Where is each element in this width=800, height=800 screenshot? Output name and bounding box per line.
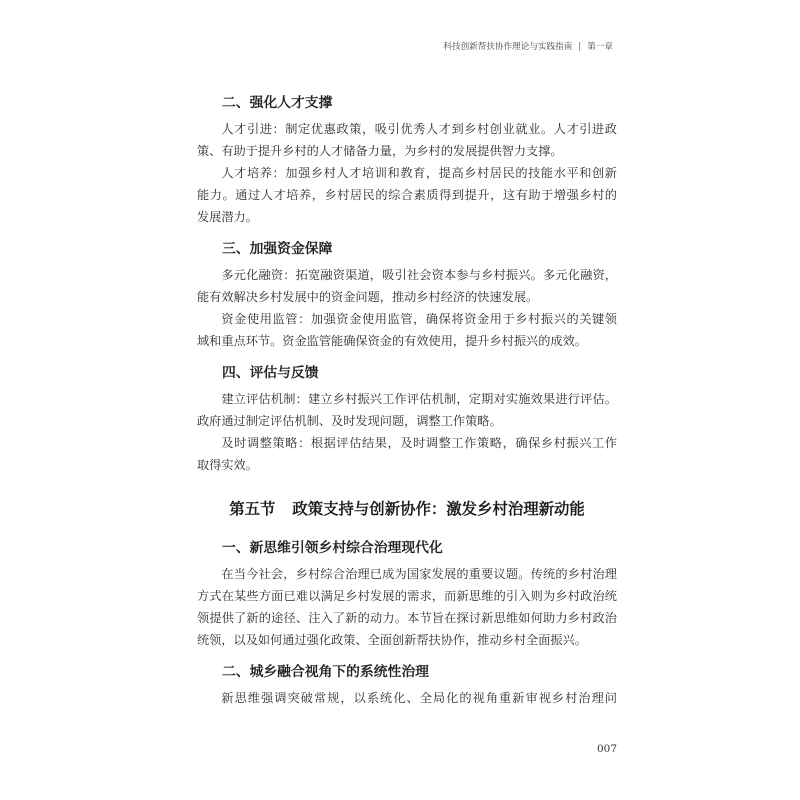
paragraph	[197, 264, 617, 308]
text-block	[197, 82, 617, 709]
section-heading: 三、加强资金保障	[222, 241, 333, 257]
paragraph	[197, 563, 617, 651]
text-line: 多元化融资：拓宽融资渠道，吸引社会资本参与乡村振兴。多元化融资，	[221, 268, 617, 282]
page-number: 007	[596, 743, 617, 755]
paragraph	[197, 388, 617, 432]
text-line: 能有效解决乡村发展中的资金问题，推动乡村经济的快速发展。	[197, 290, 539, 304]
text-line: 及时调整策略：根据评估结果，及时调整工作策略，确保乡村振兴工作	[221, 436, 617, 450]
chapter-section-title	[197, 496, 617, 522]
running-header	[443, 40, 613, 54]
paragraph	[197, 308, 617, 352]
subsection-heading: 二、城乡融合视角下的系统性治理	[222, 664, 429, 680]
text-line: 取得实效。	[197, 458, 258, 472]
paragraph	[197, 162, 617, 228]
subsection-heading: 一、新思维引领乡村综合治理现代化	[222, 540, 443, 556]
text-line: 政府通过制定评估机制、及时发现问题，调整工作策略。	[197, 414, 502, 428]
chapter-section-text: 政策支持与创新协作：激发乡村治理新动能	[292, 500, 585, 518]
text-line: 资金使用监管：加强资金使用监管，确保将资金用于乡村振兴的关键领	[221, 312, 617, 326]
text-line: 统领，以及如何通过强化政策、全面创新帮扶协作，推动乡村全面振兴。	[197, 633, 587, 647]
text-line: 域和重点环节。资金监管能确保资金的有效使用，提升乡村振兴的成效。	[197, 334, 587, 348]
paragraph	[197, 432, 617, 476]
text-line: 建立评估机制：建立乡村振兴工作评估机制，定期对实施效果进行评估。	[221, 392, 617, 406]
text-line: 人才培养：加强乡村人才培训和教育，提高乡村居民的技能水平和创新	[221, 166, 617, 180]
header-separator: |	[578, 42, 582, 52]
paragraph	[197, 118, 617, 162]
section-heading: 二、强化人才支撑	[222, 95, 333, 111]
text-line: 人才引进：制定优惠政策，吸引优秀人才到乡村创业就业。人才引进政	[221, 122, 617, 136]
section-heading: 四、评估与反馈	[222, 365, 319, 381]
chapter-label: 第一章	[587, 42, 613, 52]
text-line: 领提供了新的途径、注入了新的动力。本节旨在探讨新思维如何助力乡村政治	[197, 611, 617, 625]
book-title: 科技创新帮扶协作理论与实践指南	[443, 42, 573, 52]
text-line: 发展潜力。	[197, 210, 258, 224]
text-line: 方式在某些方面已难以满足乡村发展的需求，而新思维的引入则为乡村政治统	[197, 589, 617, 603]
chapter-section-number: 第五节	[229, 500, 276, 518]
text-line: 在当今社会，乡村综合治理已成为国家发展的重要议题。传统的乡村治理	[221, 567, 617, 581]
text-line: 新思维强调突破常规，以系统化、全局化的视角重新审视乡村治理问	[221, 691, 617, 705]
paragraph	[197, 687, 617, 709]
text-line: 策、有助于提升乡村的人才储备力量，为乡村的发展提供智力支撑。	[197, 144, 563, 158]
text-line: 能力。通过人才培养，乡村居民的综合素质得到提升，这有助于增强乡村的	[197, 188, 617, 202]
